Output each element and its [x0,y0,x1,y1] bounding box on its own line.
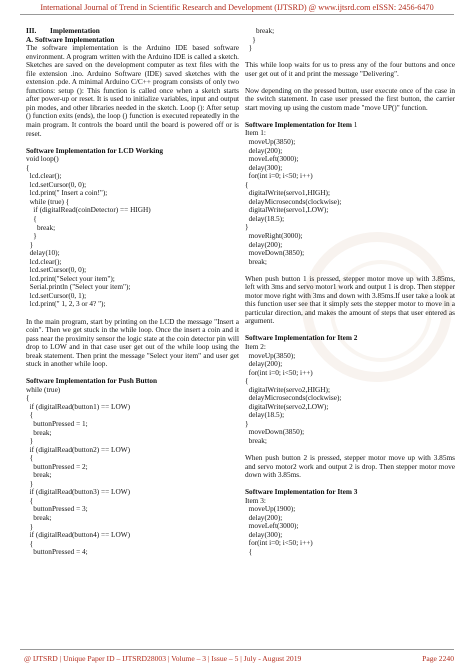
code-line: moveRight(3000); [245,230,303,240]
code-line: moveLeft(3000); [245,154,299,164]
code-line: buttonPressed = 2; [26,461,88,471]
code-line: void loop() [26,154,59,164]
code-line: } [26,436,34,446]
code-line: delay(18.5); [245,213,285,223]
code-line: lcd.setCursor(0, 0); [26,265,87,275]
code-line: break; [245,256,267,266]
item3-heading: Software Implementation for Item 3 [245,487,358,497]
code-line: delay(200); [245,239,283,249]
code-line: digitalWrite(servo2,HIGH); [245,384,331,394]
item1-heading [245,121,455,130]
code-line: Item 2: [245,342,266,351]
code-line: break; [245,436,267,446]
code-line: Item 3: [245,495,266,505]
code-line: delayMicroseconds(clockwise); [245,393,342,403]
item2-heading: Software Implementation for Item 2 [245,333,358,343]
code-line: } [26,521,34,531]
code-line: { [245,376,249,386]
page-number: Page 2240 [422,654,454,663]
code-line: { [26,162,30,172]
code-line: break; [245,26,275,35]
code-line: if (digitalRead(button3) == LOW) [26,487,131,497]
push-button-heading: Software Implementation for Push Button [26,376,158,386]
code-line: { [26,538,34,548]
code-line: lcd.clear(); [26,256,62,266]
left-column [26,27,239,557]
code-line: if (digitalRead(button1) == LOW) [26,401,131,411]
code-line: moveUp(3850); [245,350,296,360]
code-line: buttonPressed = 3; [26,504,88,514]
code-line: if (digitalRead(button4) == LOW) [26,530,131,540]
code-line: digitalWrite(servo2,LOW); [245,401,329,411]
item1-heading-number: 1 [351,119,358,129]
right-column [245,27,455,557]
lcd-code-block [26,155,239,309]
code-line: delayMicroseconds(clockwise); [245,196,342,206]
item2-paragraph: When push button 2 is pressed, stepper motor move up with 3.85ms and servo motor2 work and output 2 is drop. Then stepper motor move down with 3.85ms. [245,453,455,480]
subsection-heading: A. Software Implementation [26,34,115,44]
code-line: break; [26,222,56,232]
code-line: delay(18.5); [245,410,285,420]
while-loop-paragraph: This while loop waits for us to press any of the four buttons and once user get out of it and print the message "Delivering". [245,60,455,78]
journal-header: International Journal of Trend in Scientific Research and Development (IJTSRD) @ www.ijtsrd.com eISSN: 2456-6470 [40,3,434,12]
code-line: for(int i=0; i<50; i++) [245,367,313,377]
code-line: moveLeft(3000); [245,521,299,531]
intro-paragraph: The software implementation is the Arduino IDE based software environment. A program written with the Arduino IDE is called a sketch. Sketches are saved on the development computer as text files with the file extension .ino. Arduino Software (IDE) saved sketches with the extension .pde. A minimal Arduino C/C++ program consists of only two functions: setup (): This function is called once when a sketch starts after power-up or reset. It is used to initialize variables, input and output pin modes, and other libraries needed in the sketch. Loop (): After setup () function exits (ends), the loop () function is executed repeatedly in the main program. It controls the board until the board is powered off or is reset. [26,43,239,138]
code-line: { [26,453,34,463]
item3-code-block [245,497,455,557]
code-line: } [26,478,34,488]
code-line: { [26,410,34,420]
code-line: } [245,43,253,53]
code-line: while (true) { [26,196,70,206]
section-number: III. [26,26,37,35]
code-line: delay(10); [26,248,60,258]
push-button-code-block [26,386,239,557]
code-line: for(int i=0; i<50; i++) [245,538,313,548]
code-line: moveUp(3850); [245,136,296,146]
code-line: Item 1: [245,128,266,138]
code-line: break; [26,427,52,437]
code-line: } [26,231,37,241]
code-line: delay(200); [245,359,283,369]
item1-heading-text: Software Implementation for Item [245,119,352,129]
footer-info: @ IJTSRD | Unique Paper ID – IJTSRD28003 | Volume – 3 | Issue – 5 | July - August 2019 [24,654,302,663]
code-line: } [245,418,249,428]
code-line: digitalWrite(servo1,LOW); [245,205,329,215]
code-line: lcd.setCursor(0, 1); [26,290,87,300]
code-line: moveDown(3850); [245,248,305,258]
item1-paragraph: When push button 1 is pressed, stepper motor move up with 3.85ms, left with 3ms and servo motor1 work and output 1 is drop. Then stepper motor move right with 3ms and down with 3.85ms.If user take a look at this function user see that it simply sets the stepper motor to move in a particular direction, and makes the amount of steps that user entered as argument. [245,273,455,326]
code-line: } [26,239,34,249]
code-line: break; [26,470,52,480]
code-line: lcd.print(" Insert a coin!"); [26,188,108,198]
code-line: delay(200); [245,145,283,155]
footer-rule [20,649,454,650]
section-title: Implementation [50,26,100,35]
code-line: { [26,213,37,223]
code-line: delay(300); [245,529,283,539]
code-line: for(int i=0; i<50; i++) [245,171,313,181]
code-line: break; [26,513,52,523]
continued-code-block [245,27,455,53]
code-line: delay(300); [245,162,283,172]
page-footer [24,654,454,663]
code-line: { [245,179,249,189]
code-line: } [245,34,256,44]
code-line: if (digitalRead(coinDetector) == HIGH) [26,205,151,215]
code-line: lcd.print(" 1, 2, 3 or 4? "); [26,299,106,309]
item2-code-block [245,343,455,446]
code-line: moveDown(3850); [245,427,305,437]
code-line: } [245,222,249,232]
code-line: buttonPressed = 1; [26,419,88,429]
code-line: { [26,495,34,505]
code-line: { [26,393,30,403]
code-line: lcd.clear(); [26,171,62,181]
code-line: delay(200); [245,512,283,522]
code-line: digitalWrite(servo1,HIGH); [245,188,331,198]
switch-paragraph: Now depending on the pressed button, user execute once of the case in the switch statement. In case user pressed the first button, the carrier start moving up using the custom made "move UP()" function. [245,85,455,112]
code-line: lcd.print("Select your item"); [26,273,115,283]
lcd-paragraph: In the main program, start by printing on the LCD the message "Insert a coin". Then we get stuck in the while loop. Once the insert a coin and it pass near the proximity sensor the logic state at the coin detector pin will drop to LOW and in that case user get out of the while loop using the break statement. Then print the message "Select your item" and user get stuck in another while loop. [26,316,239,369]
code-line: Serial.println ("Select your item"); [26,282,131,292]
code-line: if (digitalRead(button2) == LOW) [26,444,131,454]
code-line: { [245,547,253,557]
code-line: moveUp(1900); [245,504,296,514]
item1-code-block [245,129,455,266]
lcd-heading: Software Implementation for LCD Working [26,145,164,155]
code-line: while (true) [26,384,61,394]
code-line: buttonPressed = 4; [26,547,88,557]
header-rule [20,14,454,15]
code-line: lcd.setCursor(0, 0); [26,179,87,189]
